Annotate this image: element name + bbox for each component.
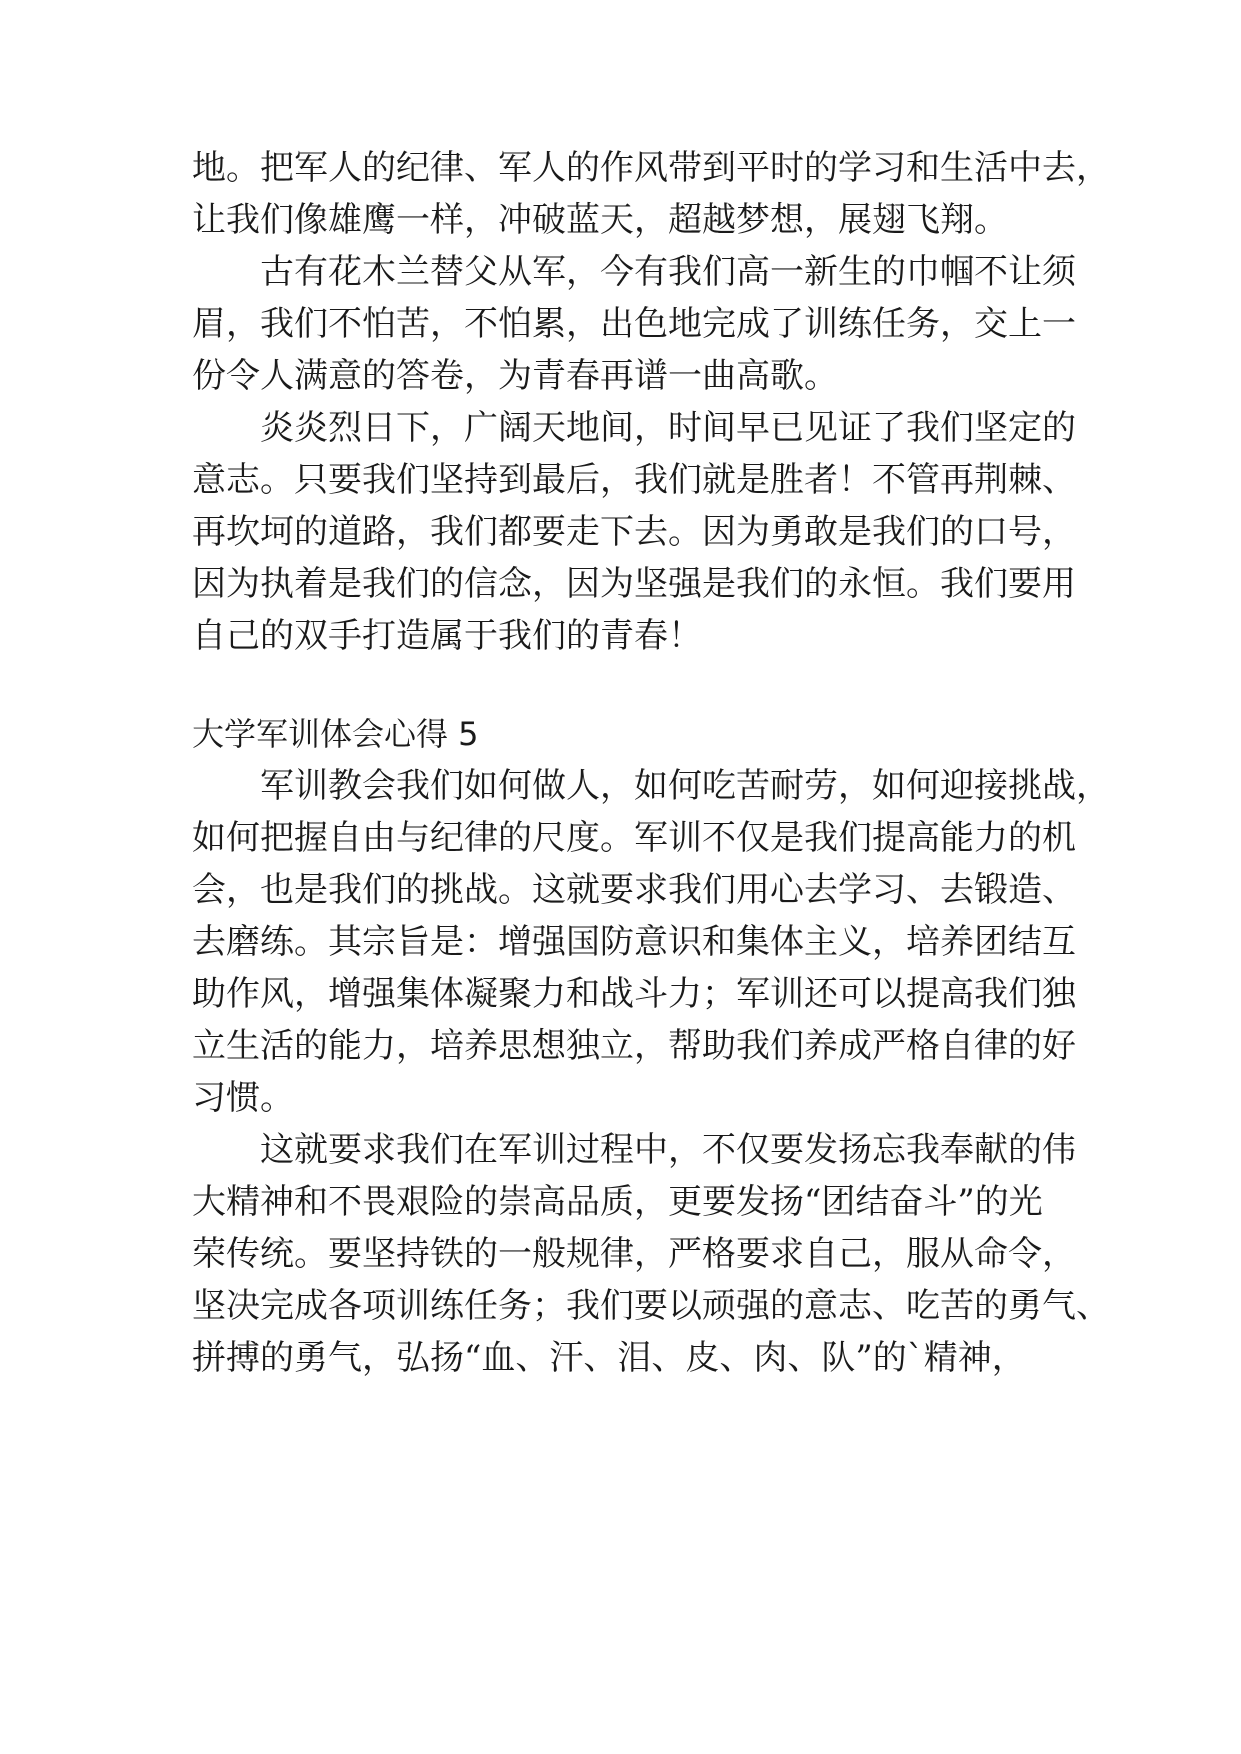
text-line: 让我们像雄鹰一样，冲破蓝天，超越梦想，展翅飞翔。 bbox=[192, 200, 1008, 240]
text-line: 荣传统。要坚持铁的一般规律，严格要求自己，服从命令， bbox=[192, 1234, 1076, 1274]
text-line: 坚决完成各项训练任务；我们要以顽强的意志、吃苦的勇气、 bbox=[192, 1286, 1110, 1326]
text-line: 去磨练。其宗旨是：增强国防意识和集体主义，培养团结互 bbox=[192, 922, 1076, 962]
paragraph-start-line: 古有花木兰替父从军，今有我们高一新生的巾帼不让须 bbox=[260, 252, 1076, 292]
text-line: 助作风，增强集体凝聚力和战斗力；军训还可以提高我们独 bbox=[192, 974, 1076, 1014]
text-line: 如何把握自由与纪律的尺度。军训不仅是我们提高能力的机 bbox=[192, 818, 1076, 858]
text-line: 会，也是我们的挑战。这就要求我们用心去学习、去锻造、 bbox=[192, 870, 1076, 910]
paragraph-start-line: 这就要求我们在军训过程中，不仅要发扬忘我奉献的伟 bbox=[260, 1130, 1076, 1170]
text-line: 因为执着是我们的信念，因为坚强是我们的永恒。我们要用 bbox=[192, 564, 1076, 604]
paragraph-start-line: 炎炎烈日下，广阔天地间，时间早已见证了我们坚定的 bbox=[260, 408, 1076, 448]
text-line: 再坎坷的道路，我们都要走下去。因为勇敢是我们的口号， bbox=[192, 512, 1076, 552]
section-heading: 大学军训体会心得 5 bbox=[192, 715, 479, 753]
text-line: 眉，我们不怕苦，不怕累，出色地完成了训练任务，交上一 bbox=[192, 304, 1076, 344]
text-line: 份令人满意的答卷，为青春再谱一曲高歌。 bbox=[192, 356, 838, 396]
text-line: 意志。只要我们坚持到最后，我们就是胜者！不管再荆棘、 bbox=[192, 460, 1076, 500]
text-line: 地。把军人的纪律、军人的作风带到平时的学习和生活中去， bbox=[192, 148, 1110, 188]
paragraph-start-line: 军训教会我们如何做人，如何吃苦耐劳，如何迎接挑战， bbox=[260, 766, 1110, 806]
text-line: 立生活的能力，培养思想独立，帮助我们养成严格自律的好 bbox=[192, 1026, 1076, 1066]
text-line: 自己的双手打造属于我们的青春！ bbox=[192, 616, 702, 656]
text-line: 拼搏的勇气，弘扬“血、汗、泪、皮、肉、队”的`精神， bbox=[192, 1338, 1026, 1378]
text-line: 习惯。 bbox=[192, 1078, 294, 1118]
text-line: 大精神和不畏艰险的崇高品质，更要发扬“团结奋斗”的光 bbox=[192, 1182, 1043, 1222]
